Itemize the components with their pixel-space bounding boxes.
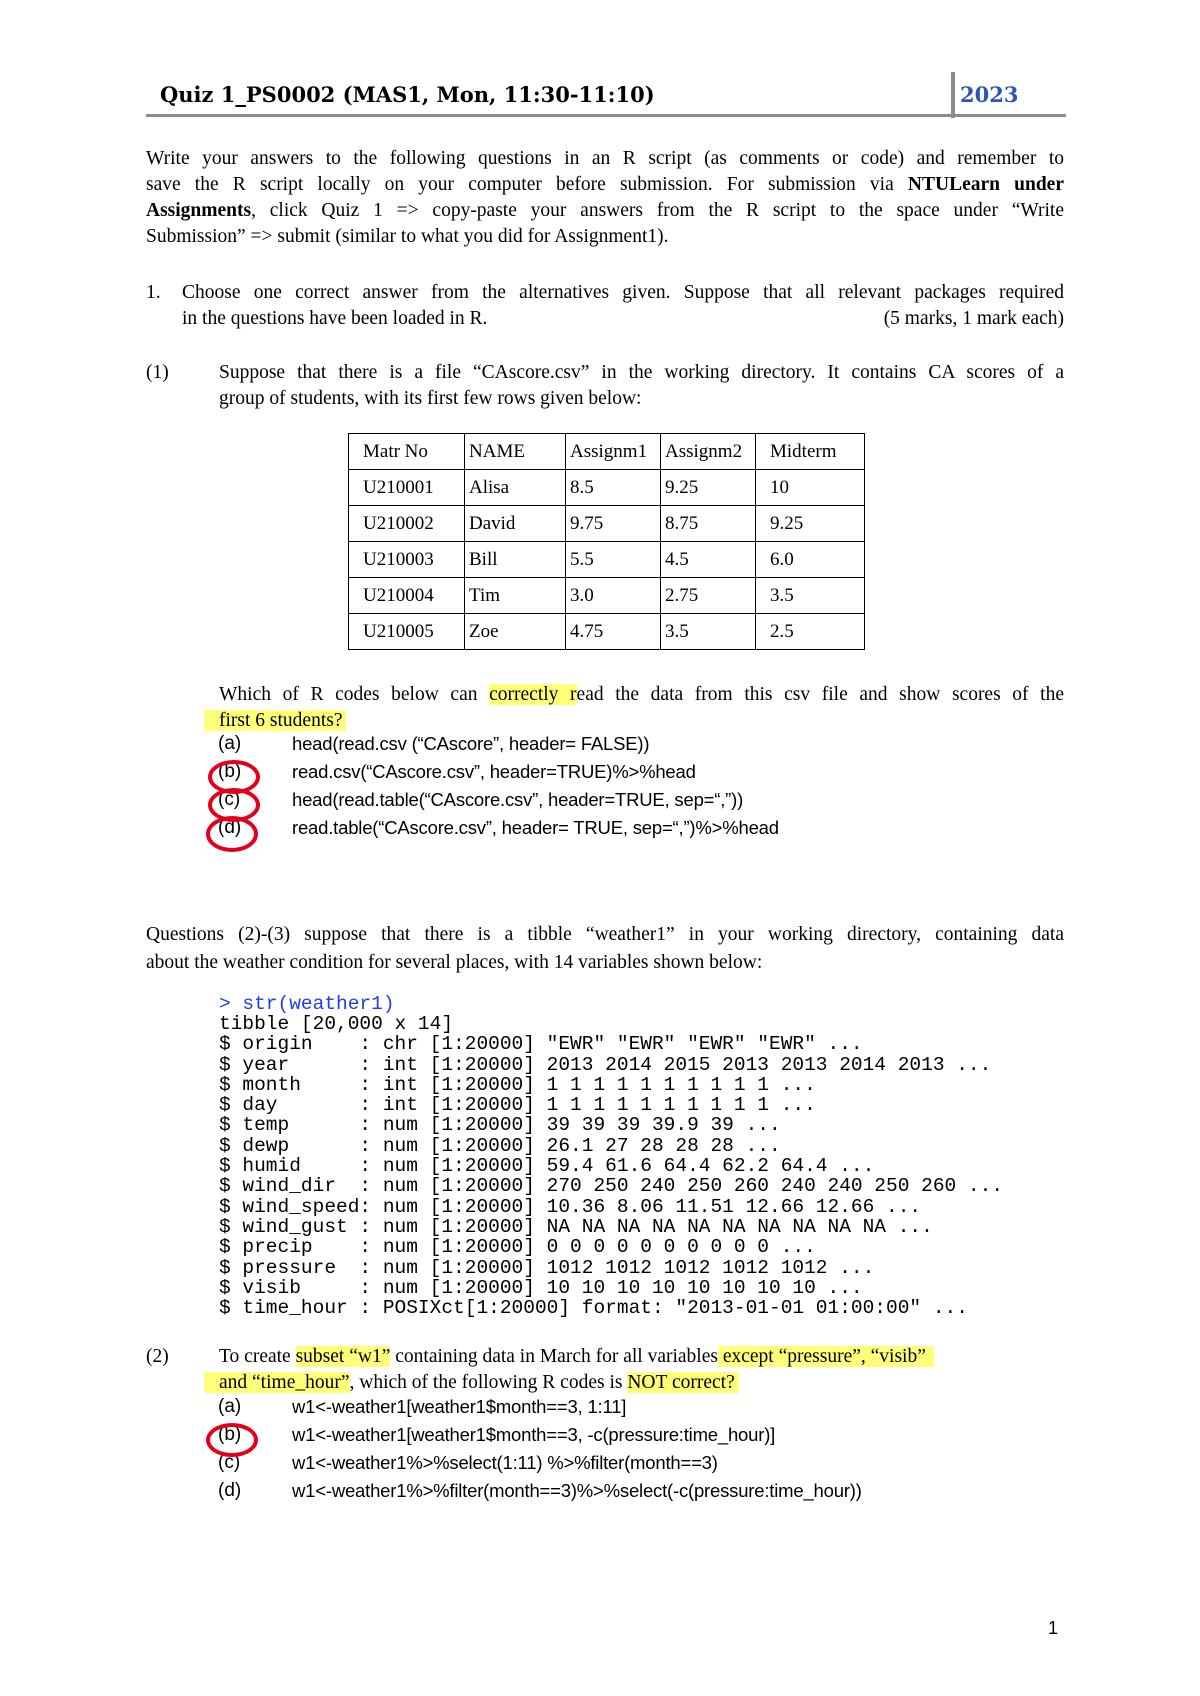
- sub1-line-2: group of students, with its first few rows given below:: [219, 388, 642, 409]
- table-cell: 8.5: [566, 470, 661, 506]
- table-cell: U210003: [349, 542, 465, 578]
- table-cell: 10: [756, 470, 865, 506]
- console-line: $ wind_speed: num [1:20000] 10.36 8.06 11.51 12.66 12.66 ...: [219, 1195, 922, 1218]
- intro-line-1: Write your answers to the following questions in an R script (as comments or code) and remember to: [146, 148, 1064, 169]
- table-cell: 3.5: [756, 578, 865, 614]
- console-line: $ precip : num [1:20000] 0 0 0 0 0 0 0 0 0 0 ...: [219, 1236, 816, 1259]
- console-line: $ wind_dir : num [1:20000] 270 250 240 250 260 240 240 250 260 ...: [219, 1175, 1004, 1198]
- table-header-cell: NAME: [465, 434, 566, 470]
- page-number: 1: [1048, 1618, 1059, 1638]
- table-cell: 5.5: [566, 542, 661, 578]
- quiz-year: 2023: [960, 82, 1019, 107]
- weather-intro-line-1: Questions (2)-(3) suppose that there is a tibble “weather1” in your working directory, containing data: [146, 924, 1064, 945]
- sub1-question-line-1: Which of R codes below can correctly read the data from this csv file and show scores of the: [219, 684, 1065, 705]
- table-cell: 8.75: [661, 506, 756, 542]
- sub1-question-line-2: first 6 students?: [204, 708, 346, 734]
- sub1-option-c-code: head(read.table(“CAscore.csv”, header=TRUE, sep=“,”)): [292, 789, 744, 810]
- sub1-number: (1): [146, 362, 169, 383]
- sub2-option-c-code: w1<-weather1%>%select(1:11) %>%filter(month==3): [292, 1452, 718, 1473]
- sub1-option-b-code: read.csv(“CAscore.csv”, header=TRUE)%>%head: [292, 761, 696, 782]
- sub2-option-b-label: (b): [218, 1424, 242, 1445]
- table-cell: U210002: [349, 506, 465, 542]
- sub2-line-1: To create subset “w1” containing data in March for all variables except “pressure”, “visib”: [219, 1344, 934, 1370]
- table-cell: Tim: [465, 578, 566, 614]
- console-line: $ humid : num [1:20000] 59.4 61.6 64.4 62.2 64.4 ...: [219, 1155, 875, 1178]
- sub1-option-a-label: (a): [218, 733, 242, 754]
- table-cell: 9.25: [661, 470, 756, 506]
- table-cell: 2.75: [661, 578, 756, 614]
- sub2-option-a-label: (a): [218, 1396, 242, 1417]
- table-cell: 3.0: [566, 578, 661, 614]
- table-row: [349, 470, 865, 506]
- console-line: tibble [20,000 x 14]: [219, 1013, 454, 1035]
- table-header-cell: Midterm: [756, 434, 865, 470]
- quiz-title: Quiz 1_PS0002 (MAS1, Mon, 11:30-11:10): [160, 82, 655, 107]
- sub1-option-a-code: head(read.csv (“CAscore”, header= FALSE)): [292, 733, 650, 754]
- answer-circle-mark: [206, 1423, 258, 1457]
- table-cell: Zoe: [465, 614, 566, 650]
- q1-number: 1.: [146, 282, 161, 303]
- table-cell: 2.5: [756, 614, 865, 650]
- sub2-option-c-label: (c): [218, 1452, 241, 1473]
- table-row: [349, 506, 865, 542]
- sub2-option-d-code: w1<-weather1%>%filter(month==3)%>%select(-c(pressure:time_hour)): [292, 1480, 862, 1501]
- sub2-option-b-code: w1<-weather1[weather1$month==3, -c(pressure:time_hour)]: [292, 1424, 776, 1445]
- console-output: [219, 1014, 1003, 1318]
- sub2-option-a-code: w1<-weather1[weather1$month==3, 1:11]: [292, 1396, 627, 1417]
- intro-line-4: Submission” => submit (similar to what you did for Assignment1).: [146, 226, 669, 247]
- sub1-option-b-label: (b): [218, 761, 242, 782]
- table-header-cell: Assignm1: [566, 434, 661, 470]
- table-cell: 4.5: [661, 542, 756, 578]
- console-line: $ year : int [1:20000] 2013 2014 2015 2013 2013 2014 2013 ...: [219, 1053, 992, 1076]
- console-line: $ visib : num [1:20000] 10 10 10 10 10 10 10 10 ...: [219, 1276, 863, 1299]
- q1-line-1: Choose one correct answer from the alternatives given. Suppose that all relevant packages required: [182, 282, 1064, 303]
- intro-line-3: Assignments, click Quiz 1 => copy-paste your answers from the R script to the space under “Write: [146, 200, 1064, 221]
- table-row: [349, 614, 865, 650]
- cascore-table: [348, 433, 865, 650]
- table-cell: Bill: [465, 542, 566, 578]
- table-header-row: [349, 434, 865, 470]
- q1-line-2: in the questions have been loaded in R.: [182, 308, 488, 329]
- console-line: $ dewp : num [1:20000] 26.1 27 28 28 28 ...: [219, 1134, 781, 1157]
- sub1-option-d-label: (d): [218, 817, 242, 838]
- table-cell: U210005: [349, 614, 465, 650]
- table-cell: 9.25: [756, 506, 865, 542]
- answer-circle-mark: [206, 816, 258, 852]
- table-cell: 3.5: [661, 614, 756, 650]
- console-line: $ month : int [1:20000] 1 1 1 1 1 1 1 1 1 1 ...: [219, 1073, 816, 1096]
- weather-intro-line-2: about the weather condition for several places, with 14 variables shown below:: [146, 952, 763, 973]
- header-rule: [146, 114, 1066, 117]
- table-header-cell: Matr No: [349, 434, 465, 470]
- sub1-line-1: Suppose that there is a file “CAscore.csv” in the working directory. It contains CA scores of a: [219, 362, 1064, 383]
- console-line: $ pressure : num [1:20000] 1012 1012 1012 1012 1012 ...: [219, 1256, 875, 1279]
- sub1-option-d-code: read.table(“CAscore.csv”, header= TRUE, sep=“,”)%>%head: [292, 817, 779, 838]
- sub1-option-c-label: (c): [218, 789, 241, 810]
- console-command: > str(weather1): [219, 993, 395, 1015]
- table-cell: Alisa: [465, 470, 566, 506]
- intro-line-2: save the R script locally on your computer before submission. For submission via NTULearn under: [146, 174, 1064, 195]
- console-line: $ wind_gust : num [1:20000] NA NA NA NA NA NA NA NA NA NA ...: [219, 1215, 933, 1238]
- table-cell: 4.75: [566, 614, 661, 650]
- sub2-option-d-label: (d): [218, 1480, 242, 1501]
- console-line: $ temp : num [1:20000] 39 39 39 39.9 39 ...: [219, 1114, 781, 1137]
- header-divider-bar: [951, 72, 955, 118]
- table-cell: David: [465, 506, 566, 542]
- table-row: [349, 578, 865, 614]
- table-cell: 6.0: [756, 542, 865, 578]
- console-line: $ day : int [1:20000] 1 1 1 1 1 1 1 1 1 1 ...: [219, 1094, 816, 1117]
- sub2-number: (2): [146, 1346, 169, 1367]
- table-row: [349, 542, 865, 578]
- table-header-cell: Assignm2: [661, 434, 756, 470]
- table-cell: U210001: [349, 470, 465, 506]
- console-line: $ time_hour : POSIXct[1:20000] format: "2013-01-01 01:00:00" ...: [219, 1297, 968, 1320]
- sub2-line-2: and “time_hour”, which of the following R codes is NOT correct?: [204, 1370, 739, 1396]
- table-cell: 9.75: [566, 506, 661, 542]
- console-line: $ origin : chr [1:20000] "EWR" "EWR" "EWR" "EWR" ...: [219, 1033, 863, 1056]
- q1-marks: (5 marks, 1 mark each): [883, 308, 1064, 329]
- table-cell: U210004: [349, 578, 465, 614]
